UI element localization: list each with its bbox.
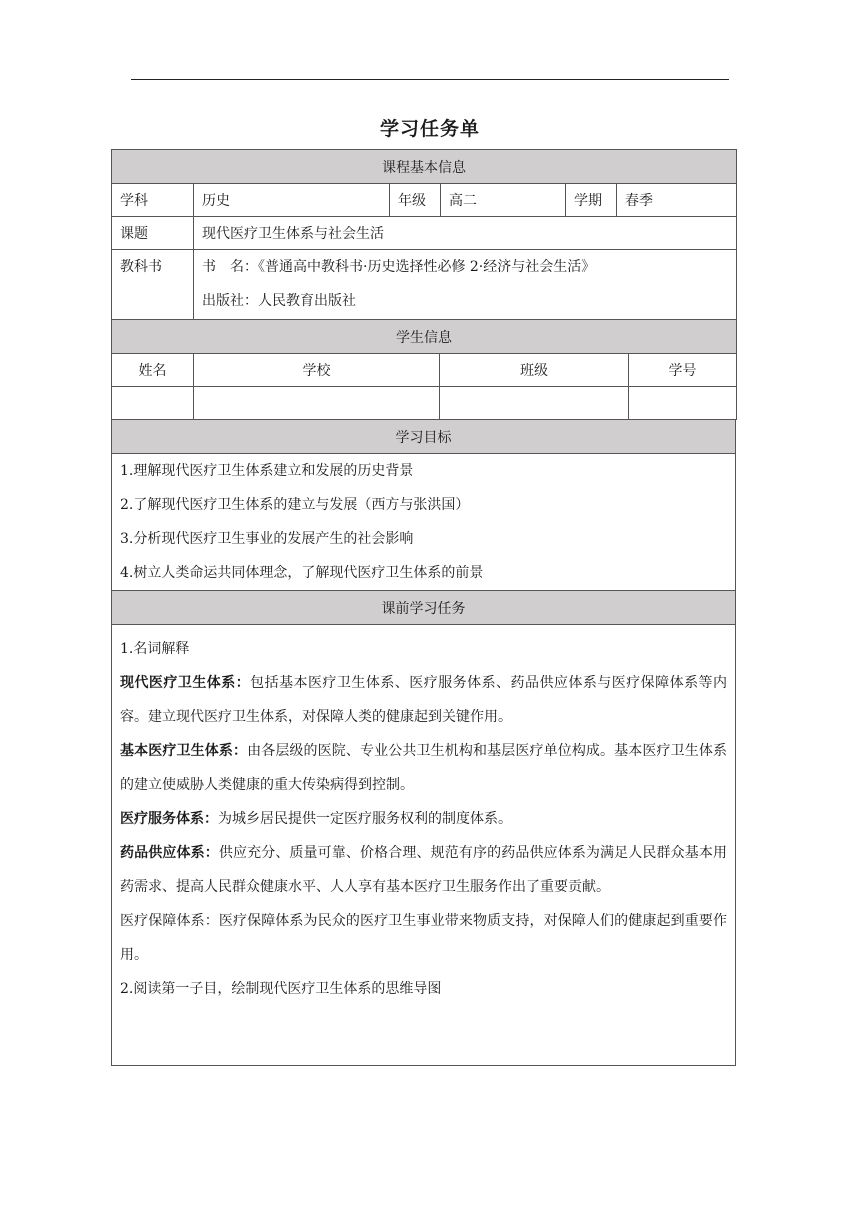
term-text: 供应充分、质量可靠、价格合理、规范有序的药品供应体系为满足人民群众基本用药需求、提高人民群众健康水平、人人享有基本医疗卫生服务作出了重要贡献。	[120, 845, 728, 895]
task2-title: 2.阅读第一子目，绘制现代医疗卫生体系的思维导图	[120, 981, 442, 997]
textbook-row	[112, 250, 737, 320]
book-name-line: 书 名：《普通高中教科书·历史选择性必修 2·经济与社会生活》	[202, 259, 596, 275]
term-label: 学期	[566, 184, 617, 217]
student-input-row	[112, 387, 737, 420]
goal-item: 3.分析现代医疗卫生事业的发展产生的社会影响	[120, 531, 414, 547]
term-text: 为城乡居民提供一定医疗服务权利的制度体系。	[218, 811, 512, 827]
student-school-cell[interactable]	[194, 387, 440, 420]
term-definition-plain: 医疗保障体系：医疗保障体系为民众的医疗卫生事业带来物质支持，对保障人们的健康起到重要作用。	[120, 913, 727, 963]
tasks-row	[112, 625, 736, 1066]
course-info-header-row	[112, 150, 737, 184]
worksheet-table	[111, 149, 737, 320]
goals-header-row	[112, 420, 736, 454]
goals-list	[112, 454, 736, 591]
tasks-content	[112, 625, 736, 1066]
student-name-header: 姓名	[112, 354, 194, 387]
worksheet	[111, 149, 736, 1066]
grade-value: 高二	[441, 184, 566, 217]
student-name-cell[interactable]	[112, 387, 194, 420]
topic-label: 课题	[112, 217, 194, 250]
header-rule	[131, 79, 729, 80]
goals-row	[112, 454, 736, 591]
student-id-cell[interactable]	[629, 387, 737, 420]
grade-label: 年级	[390, 184, 441, 217]
topic-row	[112, 217, 737, 250]
goal-item: 2.了解现代医疗卫生体系的建立与发展（西方与张洪国）	[120, 497, 470, 513]
student-info-table	[111, 319, 737, 420]
term-definition	[120, 802, 727, 836]
topic-value: 现代医疗卫生体系与社会生活	[194, 217, 737, 250]
course-basic-row	[112, 184, 737, 217]
term-text: 由各层级的医院、专业公共卫生机构和基层医疗单位构成。基本医疗卫生体系的建立使威胁人类健康的重大传染病得到控制。	[120, 743, 728, 793]
goal-item: 1.理解现代医疗卫生体系建立和发展的历史背景	[120, 463, 414, 479]
term-value: 春季	[617, 184, 737, 217]
student-id-header: 学号	[629, 354, 737, 387]
term-name: 药品供应体系：	[120, 845, 219, 861]
student-school-header: 学校	[194, 354, 440, 387]
textbook-label: 教科书	[112, 250, 194, 320]
student-info-header: 学生信息	[112, 320, 737, 354]
student-columns-row	[112, 354, 737, 387]
tasks-header: 课前学习任务	[112, 591, 736, 625]
term-name: 现代医疗卫生体系：	[120, 675, 251, 691]
publisher-line: 出版社：人民教育出版社	[202, 293, 356, 309]
student-info-header-row	[112, 320, 737, 354]
goals-header: 学习目标	[112, 420, 736, 454]
goal-item: 4.树立人类命运共同体理念，了解现代医疗卫生体系的前景	[120, 565, 484, 581]
task1-title: 1.名词解释	[120, 641, 190, 657]
subject-label: 学科	[112, 184, 194, 217]
textbook-value	[194, 250, 737, 320]
student-class-header: 班级	[440, 354, 629, 387]
page-title: 学习任务单	[379, 118, 480, 140]
term-text: 包括基本医疗卫生体系、医疗服务体系、药品供应体系与医疗保障体系等内容。建立现代医疗卫生体系，对保障人类的健康起到关键作用。	[120, 675, 727, 725]
term-name: 医疗服务体系：	[120, 811, 218, 827]
term-definition	[120, 666, 727, 734]
term-definition	[120, 734, 727, 802]
subject-value: 历史	[194, 184, 390, 217]
goals-table	[111, 419, 736, 1066]
course-info-header: 课程基本信息	[112, 150, 737, 184]
term-name: 基本医疗卫生体系：	[120, 743, 248, 759]
tasks-header-row	[112, 591, 736, 625]
term-definition	[120, 836, 727, 904]
student-class-cell[interactable]	[440, 387, 629, 420]
